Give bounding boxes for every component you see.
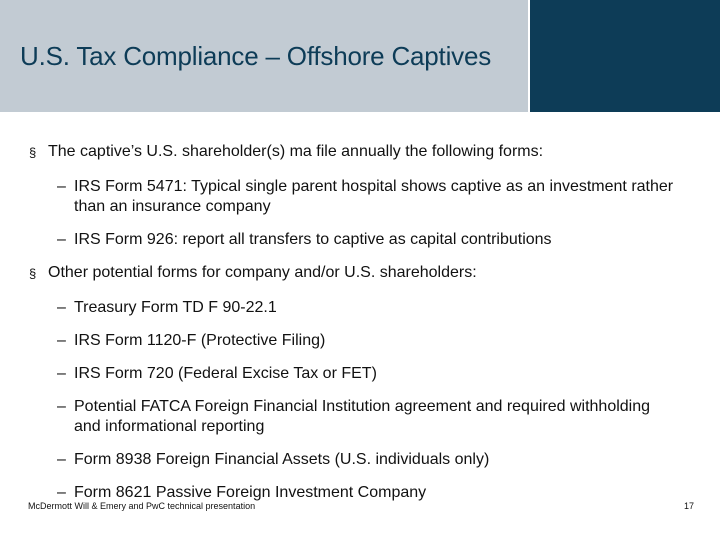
sub-bullet-item <box>28 177 678 217</box>
sub-bullet-text: IRS Form 720 (Federal Excise Tax or FET) <box>74 365 377 382</box>
sub-bullet-text: Potential FATCA Foreign Financial Institution agreement and required withholding and informational reporting <box>74 398 651 435</box>
sub-bullet-item <box>28 298 678 318</box>
sub-bullet-text: Form 8621 Passive Foreign Investment Company <box>74 484 427 501</box>
sub-bullet-text: IRS Form 926: report all transfers to captive as capital contributions <box>74 231 552 248</box>
sub-bullet-item <box>28 230 678 250</box>
footer-note: McDermott Will & Emery and PwC technical presentation <box>28 501 256 511</box>
bullet-marker-icon: § <box>29 145 37 160</box>
dash-marker-icon: – <box>57 484 66 501</box>
bullet-item <box>28 263 678 283</box>
slide-body <box>28 142 678 516</box>
bullet-item <box>28 142 678 162</box>
dash-marker-icon: – <box>57 231 66 248</box>
sub-bullet-item <box>28 397 678 437</box>
sub-bullet-item <box>28 364 678 384</box>
slide-title: U.S. Tax Compliance – Offshore Captives <box>20 41 492 71</box>
dash-marker-icon: – <box>57 451 66 468</box>
dash-marker-icon: – <box>57 398 66 415</box>
header-accent-block <box>530 0 720 112</box>
sub-bullet-item <box>28 450 678 470</box>
bullet-text: Other potential forms for company and/or U.S. shareholders: <box>48 264 477 281</box>
dash-marker-icon: – <box>57 299 66 316</box>
header-divider-vertical <box>528 0 530 112</box>
sub-bullet-text: Form 8938 Foreign Financial Assets (U.S. individuals only) <box>74 451 490 468</box>
dash-marker-icon: – <box>57 178 66 195</box>
dash-marker-icon: – <box>57 365 66 382</box>
sub-bullet-text: Treasury Form TD F 90-22.1 <box>74 299 277 316</box>
sub-bullet-item <box>28 331 678 351</box>
sub-bullet-text: IRS Form 5471: Typical single parent hospital shows captive as an investment rather than an insurance company <box>74 178 674 215</box>
dash-marker-icon: – <box>57 332 66 349</box>
sub-bullet-item <box>28 483 678 503</box>
bullet-text: The captive’s U.S. shareholder(s) ma file annually the following forms: <box>48 143 544 160</box>
header-divider-horizontal <box>0 112 720 114</box>
page-number: 17 <box>683 501 694 511</box>
bullet-marker-icon: § <box>29 266 37 281</box>
sub-bullet-text: IRS Form 1120-F (Protective Filing) <box>74 332 326 349</box>
